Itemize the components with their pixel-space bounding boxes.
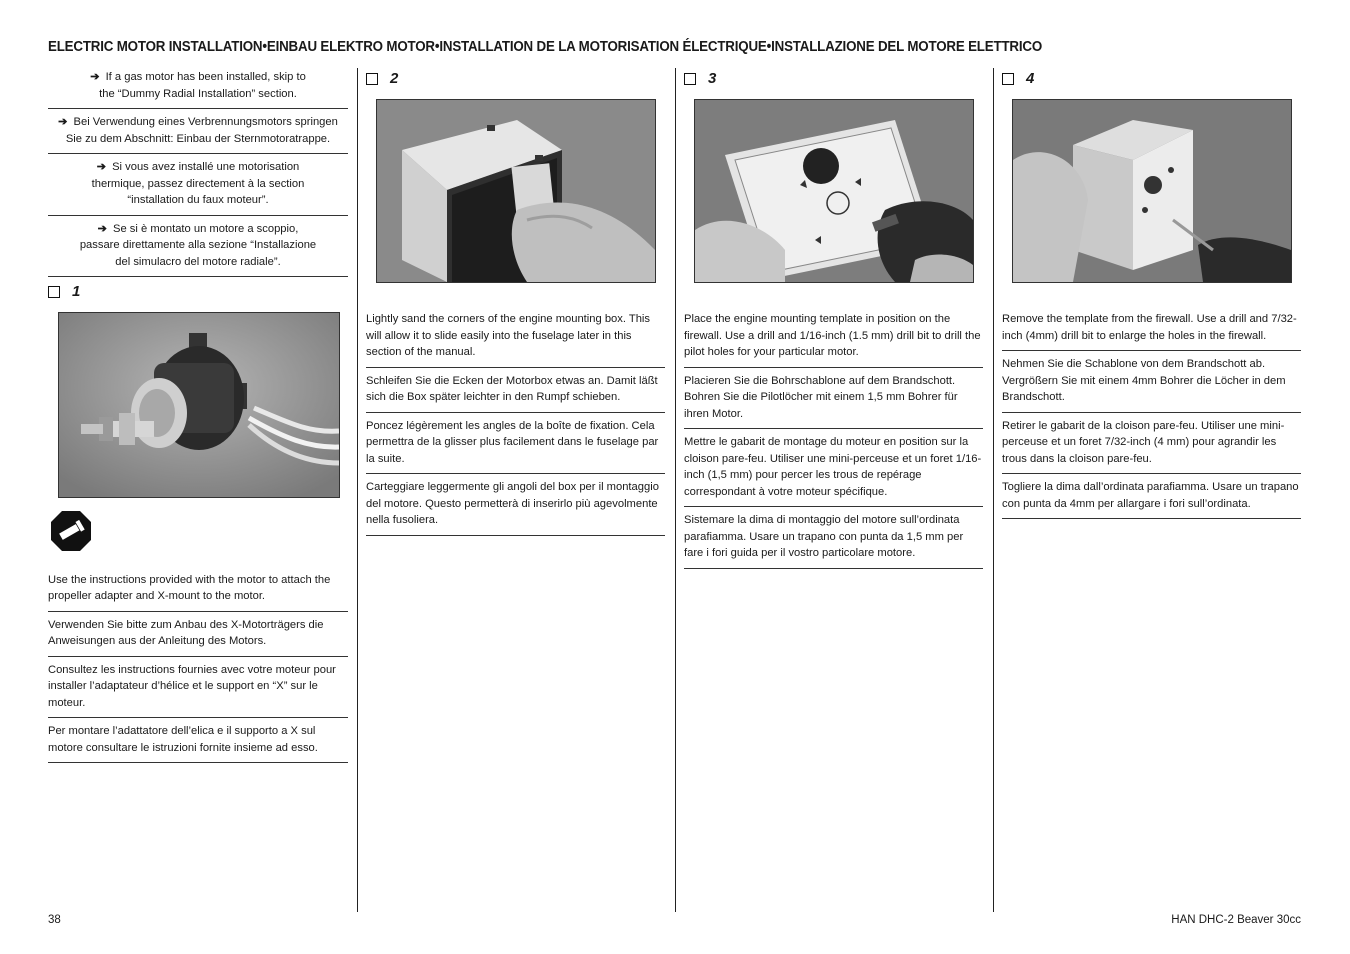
instruction-it: Per montare l’adattatore dell’elica e il supporto a X sul motore consultare le istruzioni fornite insieme ad esso. — [48, 723, 348, 763]
sanding-box-photo — [376, 99, 656, 283]
instruction-fr: Consultez les instructions fournies avec votre moteur pour installer l’adaptateur d’hélice et le support en “X” sur le moteur. — [48, 662, 348, 719]
instruction-it: Togliere la dima dall’ordinata parafiamma. Usare un trapano con punta da 4mm per allargare i fori sull’ordinata. — [1002, 479, 1301, 519]
arrow-right-icon: ➔ — [97, 222, 108, 235]
instruction-en: Place the engine mounting template in position on the firewall. Use a drill and 1/16-inch (1.5 mm) drill bit to drill the pilot holes for your particular motor. — [684, 311, 983, 368]
arrow-right-icon: ➔ — [90, 71, 100, 83]
step-number: 4 — [1026, 69, 1035, 87]
motor-photo — [58, 312, 340, 498]
column-divider — [357, 68, 358, 912]
skip-note-fr — [48, 158, 348, 216]
note-line: the “Dummy Radial Installation” section. — [99, 87, 297, 100]
arrow-right-icon: ➔ — [58, 116, 68, 128]
instruction-fr: Poncez légèrement les angles de la boîte de fixation. Cela permettra de la glisser plus facilement dans le fuselage par la suite. — [366, 418, 665, 475]
note-line: thermique, passez directement à la section — [91, 177, 305, 190]
step-header — [1002, 68, 1301, 90]
column-divider — [993, 68, 994, 912]
column-step-4 — [1002, 68, 1301, 524]
instruction-de: Verwenden Sie bitte zum Anbau des X-Motorträgers die Anweisungen aus der Anleitung des Motors. — [48, 617, 348, 657]
wrench-warning-icon — [50, 510, 92, 552]
step-header — [48, 281, 348, 303]
column-step-2 — [366, 68, 665, 541]
note-line: Se si è montato un motore a scoppio, — [113, 222, 299, 235]
column-step-1 — [48, 68, 348, 768]
instruction-de: Nehmen Sie die Schablone von dem Brandschott ab. Vergrößern Sie mit einem 4mm Bohrer die Löcher in dem Brandschott. — [1002, 356, 1301, 413]
instruction-en: Remove the template from the firewall. Use a drill and 7/32-inch (4mm) drill bit to enlarge the holes in the firewall. — [1002, 311, 1301, 351]
note-line: If a gas motor has been installed, skip to — [105, 71, 306, 83]
checkbox[interactable] — [366, 73, 378, 85]
step-header — [684, 68, 983, 90]
column-step-3 — [684, 68, 983, 574]
instruction-de: Placieren Sie die Bohrschablone auf dem Brandschott. Bohren Sie die Pilotlöcher mit einem 1,5 mm Bohrer für ihren Motor. — [684, 373, 983, 430]
instruction-en: Use the instructions provided with the motor to attach the propeller adapter and X-mount to the motor. — [48, 572, 348, 612]
checkbox[interactable] — [1002, 73, 1014, 85]
note-line: passare direttamente alla sezione “Installazione — [79, 239, 317, 251]
column-divider — [675, 68, 676, 912]
note-line: Bei Verwendung eines Verbrennungsmotors springen — [73, 116, 338, 128]
arrow-right-icon: ➔ — [96, 161, 107, 173]
skip-note-en — [48, 68, 348, 109]
step-header — [366, 68, 665, 90]
note-line: Sie zu dem Abschnitt: Einbau der Sternmotoratrappe. — [65, 132, 331, 145]
checkbox[interactable] — [684, 73, 696, 85]
skip-note-de — [48, 113, 348, 154]
note-line: “installation du faux moteur”. — [127, 194, 269, 206]
skip-note-it — [48, 220, 348, 278]
step-number: 3 — [708, 69, 717, 87]
instruction-it: Sistemare la dima di montaggio del motore sull’ordinata parafiamma. Usare un trapano con punta da 1,5 mm per fare i fori guida per il vostro particolare motore. — [684, 512, 983, 569]
instruction-it: Carteggiare leggermente gli angoli del box per il montaggio del motore. Questo permetterà di inserirlo più agevolmente nella fusoliera. — [366, 479, 665, 536]
instruction-fr: Retirer le gabarit de la cloison pare-feu. Utiliser une mini-perceuse et un foret 7/32-inch (4 mm) pour agrandir les trous dans la cloison pare-feu. — [1002, 418, 1301, 475]
drilling-firewall-photo — [1012, 99, 1292, 283]
note-line: Si vous avez installé une motorisation — [112, 161, 300, 173]
product-name: HAN DHC-2 Beaver 30cc — [1171, 914, 1301, 926]
instruction-en: Lightly sand the corners of the engine mounting box. This will allow it to slide easily into the fuselage later in this section of the manual. — [366, 311, 665, 368]
step-number: 2 — [390, 69, 399, 87]
checkbox[interactable] — [48, 286, 60, 298]
page-number: 38 — [48, 914, 61, 926]
instruction-fr: Mettre le gabarit de montage du moteur en position sur la cloison pare-feu. Utiliser une mini-perceuse et un foret 1/16-inch (1,5 mm) pour percer les trous de repérage correspondant à votre moteur spécifique. — [684, 434, 983, 507]
page-title: ELECTRIC MOTOR INSTALLATION•EINBAU ELEKTRO MOTOR•INSTALLATION DE LA MOTORISATION ÉLECTRIQUE•INSTALLAZIONE DEL MOTORE ELETTRICO — [48, 39, 1043, 55]
drilling-template-photo — [694, 99, 974, 283]
step-number: 1 — [72, 282, 81, 300]
instruction-de: Schleifen Sie die Ecken der Motorbox etwas an. Damit läßt sich die Box später leichter in den Rumpf schieben. — [366, 373, 665, 413]
note-line: del simulacro del motore radiale”. — [115, 255, 281, 268]
